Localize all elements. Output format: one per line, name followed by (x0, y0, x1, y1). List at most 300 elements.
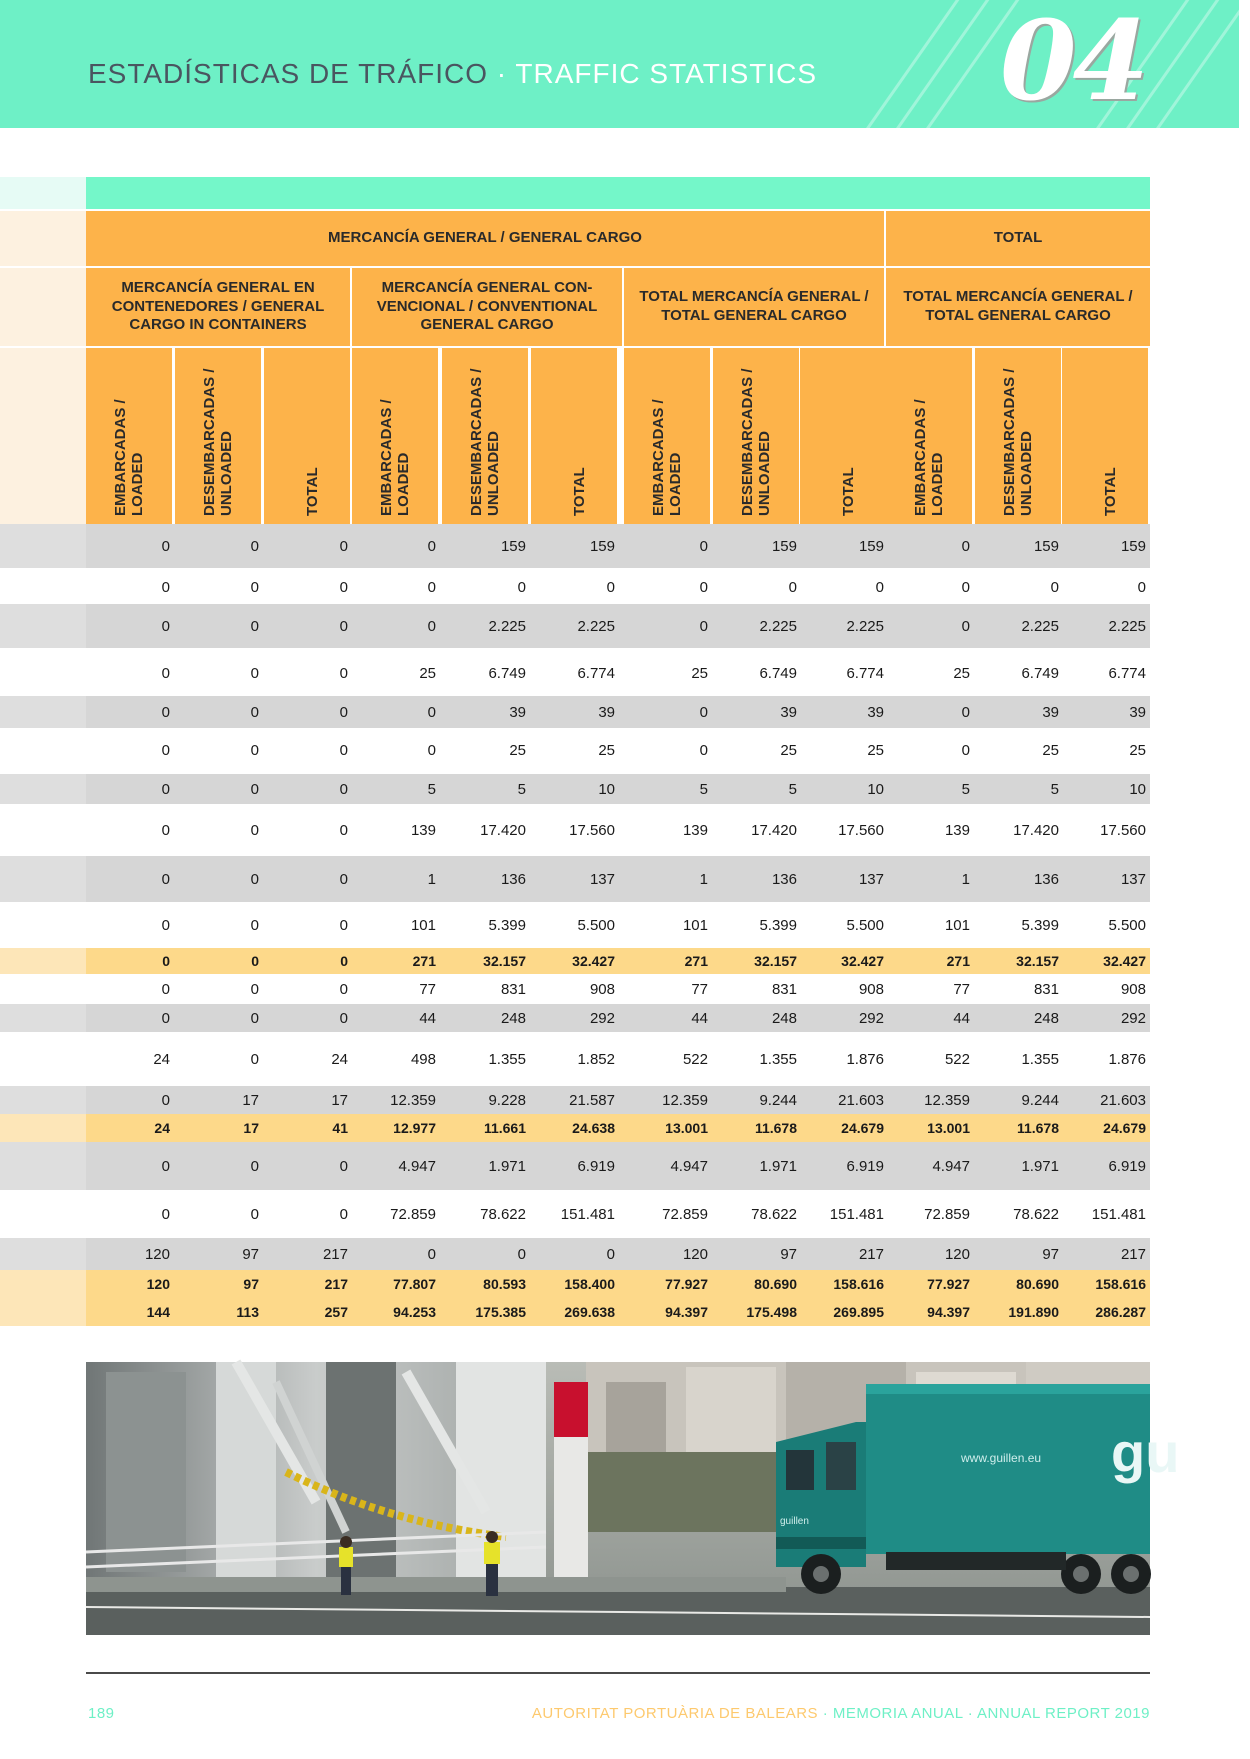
left-strip-sub (0, 268, 86, 346)
row-label-area (0, 1004, 86, 1032)
table-cell: 159 (858, 537, 884, 555)
table-cell: 97 (780, 1245, 797, 1263)
table-cell: 44 (419, 1009, 436, 1027)
table-cell: 1.852 (577, 1050, 615, 1068)
table-cell: 269.638 (564, 1304, 615, 1320)
table-cell: 0 (161, 664, 170, 682)
col-header-unloaded (713, 348, 801, 524)
row-label-area (0, 804, 86, 856)
table-cell: 217 (324, 1276, 348, 1292)
table-cell: 2.225 (759, 617, 797, 635)
table-cell: 1.355 (1021, 1050, 1059, 1068)
table-cell: 292 (589, 1009, 615, 1027)
cab-brand: guillen (780, 1516, 809, 1527)
table-cell: 2.225 (846, 617, 884, 635)
table-cell: 269.895 (833, 1304, 884, 1320)
table-cell: 248 (1033, 1009, 1059, 1027)
table-cell: 113 (236, 1304, 259, 1320)
table-cell: 1.971 (759, 1157, 797, 1175)
col-header-unloaded (975, 348, 1063, 524)
table-cell: 0 (427, 578, 436, 596)
row-body (86, 1270, 1150, 1298)
col-header-total (1062, 348, 1150, 524)
table-cell: 0 (161, 617, 170, 635)
table-cell: 498 (410, 1050, 436, 1068)
table-cell: 17.420 (751, 821, 797, 839)
table-cell: 0 (699, 703, 708, 721)
col-header-label: TOTAL (571, 467, 588, 516)
table-cell: 0 (161, 980, 170, 998)
group-header-general-cargo: MERCANCÍA GENERAL / GENERAL CARGO (86, 211, 884, 266)
col-header-label: TOTAL (1102, 467, 1119, 516)
table-cell: 0 (250, 780, 259, 798)
table-cell: 0 (961, 617, 970, 635)
table-cell: 1.876 (846, 1050, 884, 1068)
table-cell: 0 (517, 1245, 526, 1263)
table-cell: 908 (589, 980, 615, 998)
table-cell: 24 (153, 1050, 170, 1068)
table-cell: 39 (867, 703, 884, 721)
table-cell: 80.593 (483, 1276, 526, 1292)
table-cell: 0 (161, 916, 170, 934)
table-cell: 0 (1137, 578, 1146, 596)
table-cell: 522 (682, 1050, 708, 1068)
table-cell: 24.679 (841, 1120, 884, 1136)
col-header-label: TOTAL (840, 467, 857, 516)
table-cell: 1.971 (488, 1157, 526, 1175)
table-cell: 77 (691, 980, 708, 998)
table-cell: 11.678 (1016, 1120, 1059, 1136)
row-label-area (0, 1142, 86, 1190)
row-label-area (0, 1190, 86, 1238)
table-cell: 136 (500, 870, 526, 888)
table-cell: 831 (771, 980, 797, 998)
subheader-total-general-2: TOTAL MERCANCÍA GENERAL / TOTAL GENERAL CARGO (886, 268, 1150, 346)
table-cell: 6.749 (488, 664, 526, 682)
table-cell: 0 (699, 578, 708, 596)
row-body (86, 650, 1150, 696)
col-header-loaded (624, 348, 712, 524)
table-cell: 175.498 (746, 1304, 797, 1320)
table-cell: 5 (517, 780, 526, 798)
table-cell: 292 (1120, 1009, 1146, 1027)
row-label-area (0, 856, 86, 902)
row-body (86, 570, 1150, 604)
group-header-total: TOTAL (886, 211, 1150, 266)
table-cell: 0 (606, 578, 615, 596)
table-cell: 6.774 (577, 664, 615, 682)
title-en: TRAFFIC STATISTICS (515, 58, 818, 89)
table-cell: 0 (250, 703, 259, 721)
table-cell: 32.427 (841, 953, 884, 969)
table-cell: 25 (1042, 741, 1059, 759)
row-label-area (0, 728, 86, 772)
subtotal-row (0, 1298, 1150, 1326)
table-cell: 0 (250, 1009, 259, 1027)
table-cell: 6.749 (1021, 664, 1059, 682)
table-cell: 0 (961, 703, 970, 721)
table-cell: 0 (699, 617, 708, 635)
table-cell: 6.774 (1108, 664, 1146, 682)
table-cell: 908 (1120, 980, 1146, 998)
row-body (86, 604, 1150, 648)
table-cell: 5.500 (577, 916, 615, 934)
table-cell: 0 (339, 703, 348, 721)
table-cell: 11.661 (483, 1120, 526, 1136)
subtotal-row (0, 1114, 1150, 1142)
table-cell: 1.876 (1108, 1050, 1146, 1068)
table-cell: 0 (339, 1157, 348, 1175)
table-cell: 12.359 (924, 1091, 970, 1109)
row-label-area (0, 1032, 86, 1086)
table-cell: 158.616 (833, 1276, 884, 1292)
table-cell: 9.228 (488, 1091, 526, 1109)
table-cell: 248 (771, 1009, 797, 1027)
table-cell: 0 (251, 953, 259, 969)
table-cell: 0 (250, 578, 259, 596)
table-cell: 257 (324, 1304, 348, 1320)
subheader-containers: MERCANCÍA GENERAL EN CONTENEDORES / GENERAL CARGO IN CONTAINERS (86, 268, 350, 346)
table-cell: 5 (427, 780, 436, 798)
col-header-label: DESEMBARCADAS / UNLOADED (1001, 368, 1036, 516)
table-cell: 0 (161, 1009, 170, 1027)
table-cell: 0 (606, 1245, 615, 1263)
table-cell: 25 (691, 664, 708, 682)
table-cell: 6.774 (846, 664, 884, 682)
table-cell: 25 (953, 664, 970, 682)
table-cell: 2.225 (1021, 617, 1059, 635)
table-cell: 94.397 (665, 1304, 708, 1320)
row-body (86, 1142, 1150, 1190)
table-cell: 0 (427, 741, 436, 759)
table-cell: 6.919 (577, 1157, 615, 1175)
table-cell: 9.244 (759, 1091, 797, 1109)
table-cell: 78.622 (751, 1205, 797, 1223)
table-cell: 217 (858, 1245, 884, 1263)
row-body (86, 696, 1150, 728)
table-cell: 17 (242, 1091, 259, 1109)
table-cell: 25 (598, 741, 615, 759)
table-cell: 159 (1033, 537, 1059, 555)
table-row (0, 856, 1150, 902)
row-label-area (0, 524, 86, 568)
table-cell: 0 (427, 1245, 436, 1263)
page-number: 189 (88, 1705, 115, 1722)
table-cell: 17.420 (1013, 821, 1059, 839)
table-cell: 25 (867, 741, 884, 759)
table-cell: 13.001 (665, 1120, 708, 1136)
table-cell: 21.603 (1100, 1091, 1146, 1109)
table-cell: 0 (339, 780, 348, 798)
table-cell: 139 (682, 821, 708, 839)
table-cell: 1 (427, 870, 436, 888)
table-row (0, 902, 1150, 948)
table-cell: 39 (780, 703, 797, 721)
table-cell: 72.859 (390, 1205, 436, 1223)
title-es: ESTADÍSTICAS DE TRÁFICO (88, 58, 489, 89)
table-cell: 0 (161, 703, 170, 721)
table-cell: 78.622 (480, 1205, 526, 1223)
table-cell: 0 (699, 537, 708, 555)
table-cell: 0 (339, 1205, 348, 1223)
table-cell: 286.287 (1095, 1304, 1146, 1320)
table-cell: 25 (780, 741, 797, 759)
page-header (0, 0, 1239, 128)
table-cell: 2.225 (1108, 617, 1146, 635)
table-cell: 0 (339, 821, 348, 839)
table-cell: 9.244 (1021, 1091, 1059, 1109)
table-cell: 0 (161, 821, 170, 839)
table-cell: 0 (339, 1009, 348, 1027)
footer-divider (86, 1672, 1150, 1674)
subheader-conventional: MERCANCÍA GENERAL CON-VENCIONAL / CONVENTIONAL GENERAL CARGO (352, 268, 622, 346)
table-cell: 1 (699, 870, 708, 888)
table-cell: 5.399 (1021, 916, 1059, 934)
table-cell: 0 (161, 578, 170, 596)
table-cell: 10 (1129, 780, 1146, 798)
table-cell: 77.807 (393, 1276, 436, 1292)
table-cell: 4.947 (398, 1157, 436, 1175)
table-cell: 0 (340, 953, 348, 969)
table-cell: 5 (1050, 780, 1059, 798)
table-cell: 25 (1129, 741, 1146, 759)
row-label-area (0, 774, 86, 804)
table-row (0, 604, 1150, 648)
table-cell: 0 (339, 870, 348, 888)
table-row (0, 1238, 1150, 1270)
table-cell: 24 (154, 1120, 170, 1136)
table-cell: 72.859 (662, 1205, 708, 1223)
table-row (0, 974, 1150, 1004)
table-row (0, 804, 1150, 856)
row-label-area (0, 948, 86, 974)
row-label-area (0, 1270, 86, 1298)
table-cell: 0 (339, 578, 348, 596)
table-cell: 32.427 (1103, 953, 1146, 969)
table-cell: 0 (161, 1091, 170, 1109)
table-cell: 0 (162, 953, 170, 969)
table-cell: 158.616 (1095, 1276, 1146, 1292)
table-cell: 17.560 (838, 821, 884, 839)
table-cell: 159 (771, 537, 797, 555)
table-cell: 5 (788, 780, 797, 798)
col-header-label: TOTAL (304, 467, 321, 516)
table-cell: 151.481 (829, 1205, 884, 1223)
table-cell: 17 (331, 1091, 348, 1109)
table-cell: 0 (250, 741, 259, 759)
subheader-total-general: TOTAL MERCANCÍA GENERAL / TOTAL GENERAL CARGO (624, 268, 884, 346)
port-photo (86, 1362, 1180, 1635)
table-cell: 25 (419, 664, 436, 682)
left-strip-top (0, 177, 86, 209)
table-cell: 12.359 (662, 1091, 708, 1109)
table-cell: 32.157 (483, 953, 526, 969)
table-cell: 120 (682, 1245, 708, 1263)
table-cell: 6.919 (846, 1157, 884, 1175)
col-header-label: DESEMBARCADAS / UNLOADED (468, 368, 503, 516)
table-cell: 139 (944, 821, 970, 839)
table-cell: 0 (339, 916, 348, 934)
col-header-loaded (352, 348, 440, 524)
table-cell: 151.481 (560, 1205, 615, 1223)
table-cell: 0 (250, 1157, 259, 1175)
table-cell: 17.560 (1100, 821, 1146, 839)
table-cell: 217 (1120, 1245, 1146, 1263)
table-cell: 94.397 (927, 1304, 970, 1320)
table-cell: 0 (788, 578, 797, 596)
footer-report: MEMORIA ANUAL · ANNUAL REPORT 2019 (832, 1705, 1150, 1722)
table-cell: 191.890 (1008, 1304, 1059, 1320)
table-cell: 831 (1033, 980, 1059, 998)
table-cell: 0 (961, 578, 970, 596)
row-label-area (0, 696, 86, 728)
row-body (86, 524, 1150, 568)
table-row (0, 696, 1150, 728)
row-label-area (0, 974, 86, 1004)
col-header-label: DESEMBARCADAS / UNLOADED (739, 368, 774, 516)
table-cell: 11.678 (754, 1120, 797, 1136)
table-cell: 41 (332, 1120, 348, 1136)
row-label-area (0, 650, 86, 696)
table-row (0, 1032, 1150, 1086)
table-cell: 12.977 (393, 1120, 436, 1136)
table-cell: 0 (427, 617, 436, 635)
col-header-label: EMBARCADAS / LOADED (912, 399, 947, 516)
table-cell: 72.859 (924, 1205, 970, 1223)
table-row (0, 1004, 1150, 1032)
table-cell: 5 (961, 780, 970, 798)
table-cell: 10 (867, 780, 884, 798)
col-header-label: DESEMBARCADAS / UNLOADED (201, 368, 236, 516)
col-header-total (531, 348, 619, 524)
row-body (86, 974, 1150, 1004)
table-row (0, 570, 1150, 604)
table-cell: 0 (699, 741, 708, 759)
table-cell: 0 (161, 1205, 170, 1223)
table-cell: 17.420 (480, 821, 526, 839)
table-cell: 97 (242, 1245, 259, 1263)
row-body (86, 948, 1150, 974)
table-cell: 271 (684, 953, 708, 969)
table-row (0, 650, 1150, 696)
table-cell: 77 (419, 980, 436, 998)
table-cell: 0 (250, 1205, 259, 1223)
row-body (86, 856, 1150, 902)
table-cell: 6.749 (759, 664, 797, 682)
table-top-bar (86, 177, 1150, 209)
table-cell: 1.355 (759, 1050, 797, 1068)
row-body (86, 1298, 1150, 1326)
table-cell: 139 (410, 821, 436, 839)
table-cell: 5.500 (1108, 916, 1146, 934)
table-cell: 120 (944, 1245, 970, 1263)
table-cell: 77 (953, 980, 970, 998)
table-cell: 6.919 (1108, 1157, 1146, 1175)
table-cell: 0 (250, 821, 259, 839)
table-cell: 101 (682, 916, 708, 934)
table-cell: 4.947 (932, 1157, 970, 1175)
col-header-label: EMBARCADAS / LOADED (650, 399, 685, 516)
row-body (86, 1238, 1150, 1270)
table-cell: 97 (243, 1276, 259, 1292)
table-cell: 0 (250, 870, 259, 888)
col-header-label: EMBARCADAS / LOADED (378, 399, 413, 516)
footer-org: AUTORITAT PORTUÀRIA DE BALEARS (531, 1705, 819, 1722)
table-cell: 44 (691, 1009, 708, 1027)
table-cell: 120 (146, 1276, 170, 1292)
table-cell: 101 (944, 916, 970, 934)
table-cell: 2.225 (488, 617, 526, 635)
table-cell: 0 (961, 537, 970, 555)
table-cell: 12.359 (390, 1091, 436, 1109)
table-cell: 1 (961, 870, 970, 888)
table-cell: 24.638 (572, 1120, 615, 1136)
table-row (0, 774, 1150, 804)
col-header-total (800, 348, 888, 524)
table-cell: 158.400 (564, 1276, 615, 1292)
table-row (0, 1086, 1150, 1114)
col-header-total (264, 348, 352, 524)
table-cell: 292 (858, 1009, 884, 1027)
row-body (86, 1190, 1150, 1238)
row-label-area (0, 1114, 86, 1142)
table-cell: 39 (509, 703, 526, 721)
table-cell: 39 (1129, 703, 1146, 721)
table-cell: 0 (875, 578, 884, 596)
table-cell: 0 (250, 1050, 259, 1068)
table-cell: 1.355 (488, 1050, 526, 1068)
table-cell: 44 (953, 1009, 970, 1027)
table-cell: 908 (858, 980, 884, 998)
table-cell: 248 (500, 1009, 526, 1027)
row-body (86, 1032, 1150, 1086)
row-label-area (0, 570, 86, 604)
row-body (86, 774, 1150, 804)
table-cell: 17.560 (569, 821, 615, 839)
table-cell: 0 (517, 578, 526, 596)
table-cell: 271 (412, 953, 436, 969)
table-cell: 24.679 (1103, 1120, 1146, 1136)
table-cell: 32.157 (754, 953, 797, 969)
left-strip-group (0, 211, 86, 266)
table-cell: 78.622 (1013, 1205, 1059, 1223)
table-cell: 137 (858, 870, 884, 888)
col-header-label: EMBARCADAS / LOADED (112, 399, 147, 516)
row-label-area (0, 604, 86, 648)
table-cell: 0 (161, 780, 170, 798)
table-cell: 32.157 (1016, 953, 1059, 969)
page-title: ESTADÍSTICAS DE TRÁFICO · TRAFFIC STATISTICS (88, 58, 818, 89)
chapter-number: 04 (1000, 0, 1146, 125)
table-cell: 0 (161, 870, 170, 888)
table-cell: 4.947 (670, 1157, 708, 1175)
table-cell: 0 (961, 741, 970, 759)
table-cell: 5.399 (759, 916, 797, 934)
table-cell: 32.427 (572, 953, 615, 969)
table-cell: 0 (339, 741, 348, 759)
subtotal-row (0, 1270, 1150, 1298)
table-cell: 39 (1042, 703, 1059, 721)
table-cell: 77.927 (665, 1276, 708, 1292)
col-header-loaded (86, 348, 174, 524)
table-cell: 217 (322, 1245, 348, 1263)
table-cell: 80.690 (1016, 1276, 1059, 1292)
table-cell: 136 (771, 870, 797, 888)
table-cell: 151.481 (1091, 1205, 1146, 1223)
row-label-area (0, 1086, 86, 1114)
row-body (86, 1114, 1150, 1142)
table-cell: 39 (598, 703, 615, 721)
